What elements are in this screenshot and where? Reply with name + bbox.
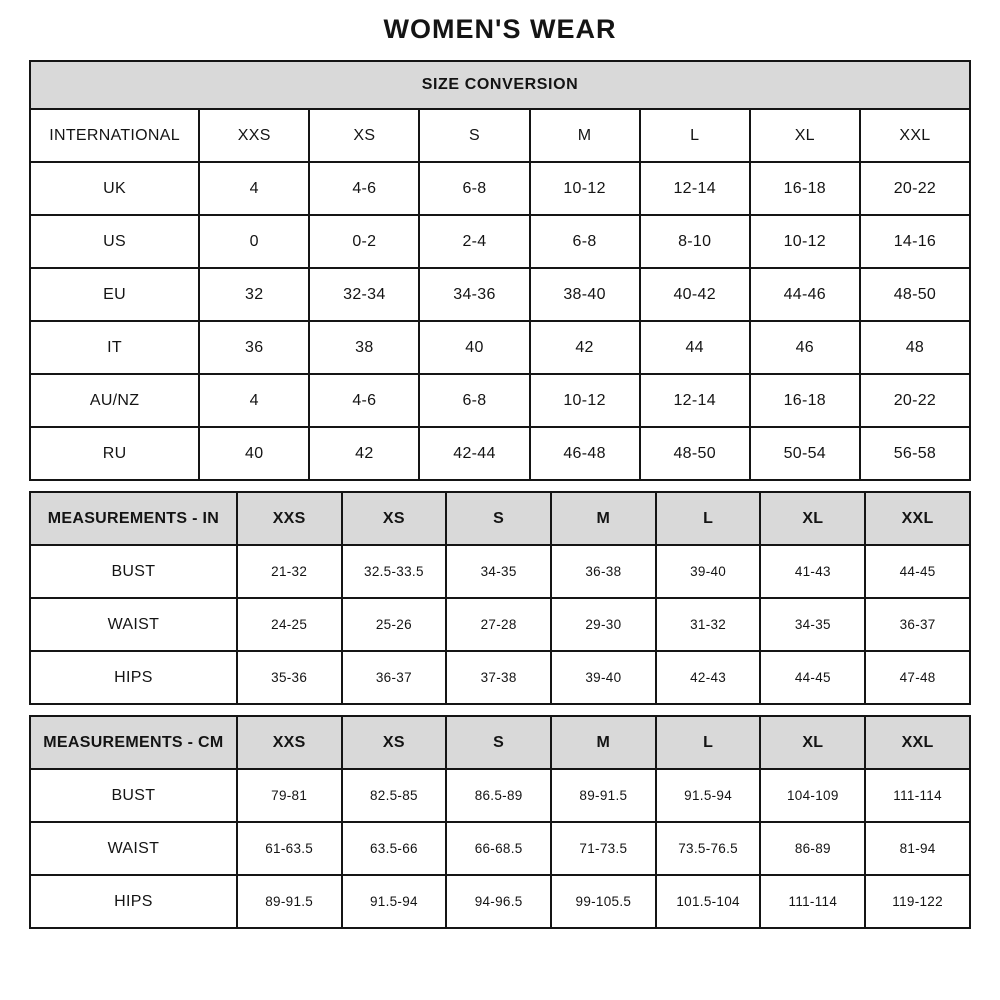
size-column-header: XXL <box>865 492 970 545</box>
table-cell: 47-48 <box>865 651 970 704</box>
table-cell: 101.5-104 <box>656 875 761 928</box>
table-cell: 71-73.5 <box>551 822 656 875</box>
table-title-row <box>30 61 970 109</box>
table-row <box>30 215 970 268</box>
table-cell: 4-6 <box>309 374 419 427</box>
table-row <box>30 109 970 162</box>
table-cell: XS <box>309 109 419 162</box>
table-cell: 20-22 <box>860 374 970 427</box>
table-cell: 14-16 <box>860 215 970 268</box>
table-cell: 29-30 <box>551 598 656 651</box>
table-cell: XXL <box>860 109 970 162</box>
table-cell: 21-32 <box>237 545 342 598</box>
table-row <box>30 651 970 704</box>
table-cell: 8-10 <box>640 215 750 268</box>
table-cell: 89-91.5 <box>551 769 656 822</box>
size-conversion-table <box>29 60 971 481</box>
table-cell: 35-36 <box>237 651 342 704</box>
size-column-header: XXS <box>237 716 342 769</box>
table-cell: 34-36 <box>419 268 529 321</box>
table-cell: 12-14 <box>640 162 750 215</box>
size-column-header: L <box>656 716 761 769</box>
table-cell: 86-89 <box>760 822 865 875</box>
table-cell: 16-18 <box>750 162 860 215</box>
table-cell: 38 <box>309 321 419 374</box>
table-cell: 81-94 <box>865 822 970 875</box>
row-label: HIPS <box>30 651 237 704</box>
size-column-header: M <box>551 716 656 769</box>
table-cell: 42-44 <box>419 427 529 480</box>
table-cell: 40 <box>419 321 529 374</box>
table-cell: 73.5-76.5 <box>656 822 761 875</box>
table-cell: 119-122 <box>865 875 970 928</box>
size-column-header: M <box>551 492 656 545</box>
table-cell: 94-96.5 <box>446 875 551 928</box>
table-cell: 34-35 <box>446 545 551 598</box>
table-row <box>30 598 970 651</box>
table-cell: L <box>640 109 750 162</box>
table-cell: 48 <box>860 321 970 374</box>
table-cell: 42-43 <box>656 651 761 704</box>
table-cell: 40-42 <box>640 268 750 321</box>
table-cell: 6-8 <box>530 215 640 268</box>
table-cell: 56-58 <box>860 427 970 480</box>
table-cell: 31-32 <box>656 598 761 651</box>
table-row <box>30 374 970 427</box>
table-cell: 104-109 <box>760 769 865 822</box>
table-row <box>30 321 970 374</box>
table-cell: 25-26 <box>342 598 447 651</box>
row-label: BUST <box>30 545 237 598</box>
table-cell: 111-114 <box>865 769 970 822</box>
row-label: BUST <box>30 769 237 822</box>
table-header-row <box>30 716 970 769</box>
table-cell: M <box>530 109 640 162</box>
table-cell: 37-38 <box>446 651 551 704</box>
table-cell: 4-6 <box>309 162 419 215</box>
table-cell: 111-114 <box>760 875 865 928</box>
size-column-header: S <box>446 716 551 769</box>
table-cell: S <box>419 109 529 162</box>
table-cell: 91.5-94 <box>656 769 761 822</box>
table-cell: 89-91.5 <box>237 875 342 928</box>
table-header-label: MEASUREMENTS - CM <box>30 716 237 769</box>
table-cell: 0-2 <box>309 215 419 268</box>
row-label: WAIST <box>30 822 237 875</box>
table-cell: 44 <box>640 321 750 374</box>
table-cell: 16-18 <box>750 374 860 427</box>
row-label: US <box>30 215 199 268</box>
table-cell: 91.5-94 <box>342 875 447 928</box>
table-cell: 46 <box>750 321 860 374</box>
table-cell: 61-63.5 <box>237 822 342 875</box>
table-cell: 34-35 <box>760 598 865 651</box>
size-column-header: L <box>656 492 761 545</box>
table-cell: 48-50 <box>640 427 750 480</box>
table-cell: 32.5-33.5 <box>342 545 447 598</box>
row-label: EU <box>30 268 199 321</box>
table-cell: 36-37 <box>342 651 447 704</box>
table-cell: 50-54 <box>750 427 860 480</box>
size-column-header: XS <box>342 716 447 769</box>
table-cell: XXS <box>199 109 309 162</box>
table-cell: 63.5-66 <box>342 822 447 875</box>
table-cell: 36 <box>199 321 309 374</box>
table-cell: 44-45 <box>760 651 865 704</box>
table-cell: 36-38 <box>551 545 656 598</box>
row-label: HIPS <box>30 875 237 928</box>
table-cell: 12-14 <box>640 374 750 427</box>
table-cell: 10-12 <box>750 215 860 268</box>
table-cell: 86.5-89 <box>446 769 551 822</box>
size-column-header: XXS <box>237 492 342 545</box>
table-cell: 4 <box>199 374 309 427</box>
table-row <box>30 769 970 822</box>
table-cell: 82.5-85 <box>342 769 447 822</box>
table-row <box>30 822 970 875</box>
size-column-header: XXL <box>865 716 970 769</box>
table-cell: 40 <box>199 427 309 480</box>
table-cell: 10-12 <box>530 374 640 427</box>
measurements-cm-table <box>29 715 971 929</box>
table-row <box>30 875 970 928</box>
size-column-header: S <box>446 492 551 545</box>
row-label: UK <box>30 162 199 215</box>
table-cell: 10-12 <box>530 162 640 215</box>
table-row <box>30 545 970 598</box>
table-cell: 99-105.5 <box>551 875 656 928</box>
table-cell: 44-46 <box>750 268 860 321</box>
table-cell: 42 <box>530 321 640 374</box>
table-cell: 46-48 <box>530 427 640 480</box>
table-cell: 6-8 <box>419 374 529 427</box>
table-title: SIZE CONVERSION <box>30 61 970 109</box>
table-cell: 41-43 <box>760 545 865 598</box>
table-row <box>30 162 970 215</box>
table-cell: 32-34 <box>309 268 419 321</box>
table-cell: 38-40 <box>530 268 640 321</box>
size-column-header: XL <box>760 492 865 545</box>
page-title: WOMEN'S WEAR <box>383 14 617 44</box>
table-cell: 44-45 <box>865 545 970 598</box>
table-cell: 39-40 <box>551 651 656 704</box>
table-cell: 6-8 <box>419 162 529 215</box>
table-cell: 36-37 <box>865 598 970 651</box>
measurements-in-table <box>29 491 971 705</box>
table-cell: 32 <box>199 268 309 321</box>
table-cell: 4 <box>199 162 309 215</box>
table-row <box>30 268 970 321</box>
table-header-row <box>30 492 970 545</box>
table-cell: 79-81 <box>237 769 342 822</box>
row-label: RU <box>30 427 199 480</box>
table-cell: 24-25 <box>237 598 342 651</box>
row-label: WAIST <box>30 598 237 651</box>
row-label: AU/NZ <box>30 374 199 427</box>
row-label: IT <box>30 321 199 374</box>
row-label: INTERNATIONAL <box>30 109 199 162</box>
size-column-header: XS <box>342 492 447 545</box>
table-cell: 42 <box>309 427 419 480</box>
table-row <box>30 427 970 480</box>
table-cell: 20-22 <box>860 162 970 215</box>
table-cell: 39-40 <box>656 545 761 598</box>
size-column-header: XL <box>760 716 865 769</box>
table-cell: 66-68.5 <box>446 822 551 875</box>
table-cell: 48-50 <box>860 268 970 321</box>
table-cell: XL <box>750 109 860 162</box>
table-cell: 0 <box>199 215 309 268</box>
table-cell: 2-4 <box>419 215 529 268</box>
table-cell: 27-28 <box>446 598 551 651</box>
table-header-label: MEASUREMENTS - IN <box>30 492 237 545</box>
